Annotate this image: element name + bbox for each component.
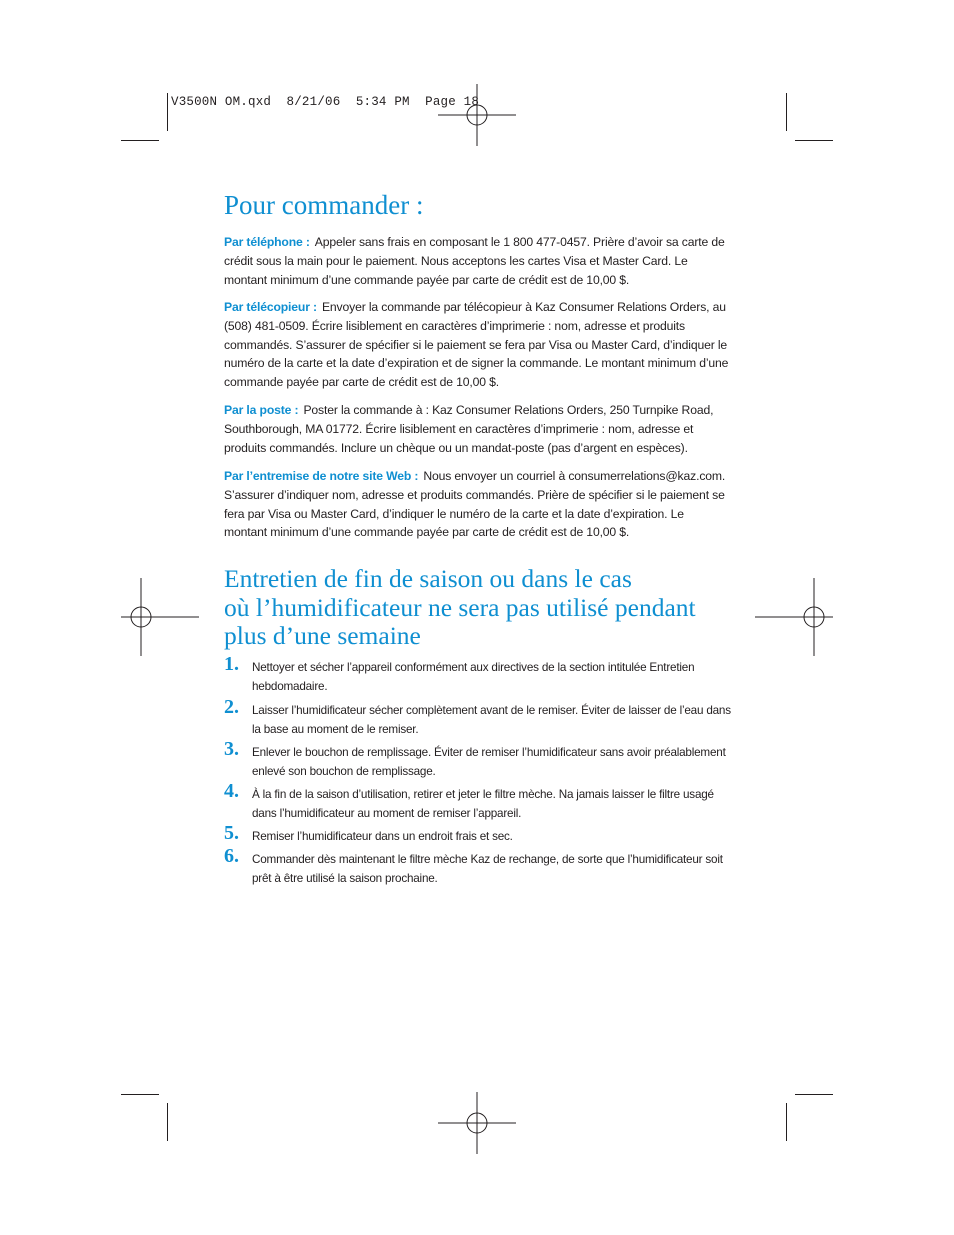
step-number: 5. [224, 822, 239, 844]
crop-mark [167, 1103, 168, 1141]
maintenance-heading-line: où l’humidificateur ne sera pas utilisé pendant [224, 592, 696, 622]
order-web-label: Par l’entremise de notre site Web : [224, 469, 419, 483]
crop-mark [167, 93, 168, 131]
registration-mark-icon [438, 76, 516, 154]
order-fax-text: Envoyer la commande par télécopieur à Kaz Consumer Relations Orders, au (508) 481-0509. Écrire lisiblement en caractères d’imprimerie : nom, adresse et produits commandés. S’assurer de spécifier si le paiement se fera par Visa ou Master Card, d’indiquer le numéro de la carte et la date d’expiration et de signer la commande. Le montant minimum d’une commande payée par carte de crédit est de 10,00 $. [224, 300, 729, 390]
print-slug: V3500N OM.qxd 8/21/06 5:34 PM Page 18 [171, 95, 480, 109]
order-web-text: Nous envoyer un courriel à consumerrelations@kaz.com. S’assurer d’indiquer nom, adresse et produits commandés. Prière de spécifier si le paiement se fera par Visa ou Master Card, d’indiquer le numéro de la carte et la date d’expiration. Le montant minimum d’une commande payée par carte de crédit est de 10,00 $. [224, 469, 726, 540]
registration-mark-icon [438, 1084, 516, 1162]
step-text: Commander dès maintenant le filtre mèche Kaz de rechange, de sorte que l’humidificateur soit prêt à être utilisé la saison prochaine. [252, 853, 723, 885]
crop-mark [121, 1094, 159, 1095]
step-text: À la fin de la saison d’utilisation, retirer et jeter le filtre mèche. Na jamais laisser le filtre usagé dans l’humidificateur au moment de remiser l’appareil. [252, 788, 714, 820]
maintenance-heading-line: Entretien de fin de saison ou dans le cas [224, 564, 632, 593]
crop-mark [121, 140, 159, 141]
step-number: 4. [224, 780, 239, 802]
step-text: Nettoyer et sécher l’appareil conformément aux directives de la section intitulée Entretien hebdomadaire. [252, 661, 695, 693]
order-mail-text: Poster la commande à : Kaz Consumer Relations Orders, 250 Turnpike Road, Southborough, MA 01772. Écrire lisiblement en caractères d’imprimerie : nom, adresse et produits commandés. Inclure un chèque ou un mandat-poste (pas d’argent en espèces). [224, 403, 714, 455]
order-phone-label: Par téléphone : [224, 235, 310, 249]
step-number: 2. [224, 696, 239, 718]
step-text: Enlever le bouchon de remplissage. Éviter de remiser l’humidificateur sans avoir préalablement enlevé son bouchon de remplissage. [252, 746, 726, 778]
order-mail-paragraph [224, 401, 729, 457]
maintenance-heading-line: plus d’une semaine [224, 621, 421, 650]
registration-mark-icon [121, 578, 199, 656]
order-web-paragraph [224, 467, 729, 542]
crop-mark [795, 1094, 833, 1095]
crop-mark [795, 140, 833, 141]
order-fax-label: Par télécopieur : [224, 300, 317, 314]
step-text: Remiser l’humidificateur dans un endroit frais et sec. [252, 830, 513, 843]
order-phone-paragraph [224, 233, 729, 289]
order-heading: Pour commander : [224, 190, 424, 220]
step-number: 3. [224, 738, 239, 760]
order-mail-label: Par la poste : [224, 403, 299, 417]
step-number: 6. [224, 845, 239, 867]
step-text: Laisser l’humidificateur sécher complètement avant de le remiser. Éviter de laisser de l’eau dans la base au moment de le remiser. [252, 704, 731, 736]
crop-mark [786, 93, 787, 131]
registration-mark-icon [755, 578, 833, 656]
step-number: 1. [224, 653, 239, 675]
order-phone-text: Appeler sans frais en composant le 1 800 477-0457. Prière d’avoir sa carte de crédit sous la main pour le paiement. Nous acceptons les cartes Visa et Master Card. Le montant minimum d’une commande payée par carte de crédit est de 10,00 $. [224, 235, 725, 287]
order-fax-paragraph [224, 298, 729, 392]
crop-mark [786, 1103, 787, 1141]
maintenance-heading [224, 565, 744, 651]
